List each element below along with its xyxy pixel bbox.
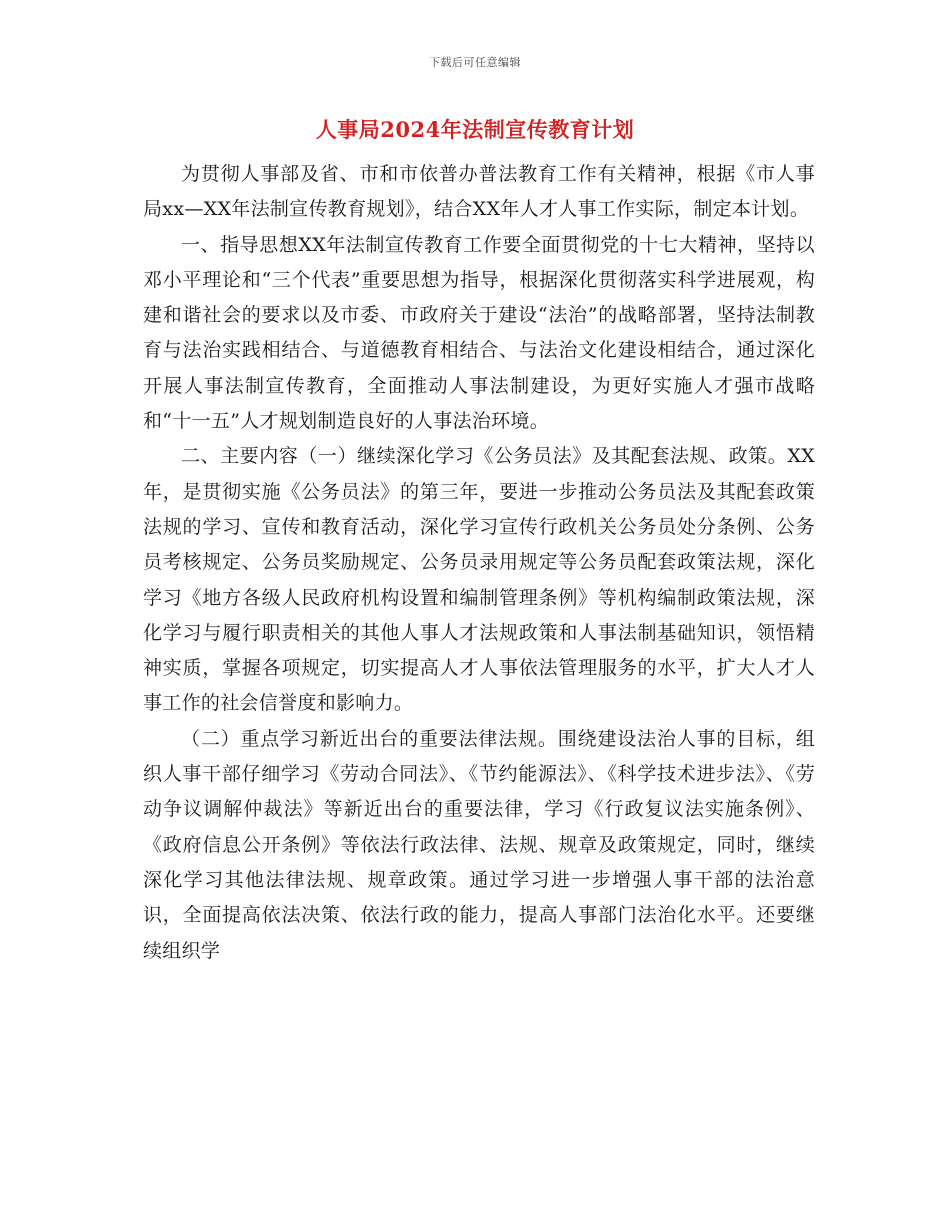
paragraph-key-study: （二）重点学习新近出台的重要法律法规。围绕建设法治人事的目标，组织人事干部仔细学习《劳动合同法》、《节约能源法》、《科学技术进步法》、《劳动争议调解仲裁法》等新近出台的重要法律，学习《行政复议法实施条例》、《政府信息公开条例》等依法行政法律、法规、规章及政策规定，同时，继续深化学习其他法律法规、规章政策。通过学习进一步增强人事干部的法治意识，全面提高依法决策、依法行政的能力，提高人事部门法治化水平。还要继续组织学 bbox=[143, 727, 815, 962]
paragraph-intro: 为贯彻人事部及省、市和市依普办普法教育工作有关精神，根据《市人事局xx—XX年法制宣传教育规划》，结合XX年人才人事工作实际，制定本计划。 bbox=[143, 163, 815, 221]
document-title: 人事局2024年法制宣传教育计划 bbox=[315, 117, 635, 142]
page-header-note: 下载后可任意编辑 bbox=[429, 56, 521, 69]
document-body bbox=[143, 157, 815, 969]
paragraph-guiding-ideology: 一、指导思想XX年法制宣传教育工作要全面贯彻党的十七大精神，坚持以邓小平理论和“三个代表”重要思想为指导，根据深化贯彻落实科学进展观，构建和谐社会的要求以及市委、市政府关于建设“法治”的战略部署，坚持法制教育与法治实践相结合、与道德教育相结合、与法治文化建设相结合，通过深化开展人事法制宣传教育，全面推动人事法制建设，为更好实施人才强市战略和“十一五”人才规划制造良好的人事法治环境。 bbox=[143, 233, 815, 433]
paragraph-main-content: 二、主要内容（一）继续深化学习《公务员法》及其配套法规、政策。XX年，是贯彻实施《公务员法》的第三年，要进一步推动公务员法及其配套政策法规的学习、宣传和教育活动，深化学习宣传行政机关公务员处分条例、公务员考核规定、公务员奖励规定、公务员录用规定等公务员配套政策法规，深化学习《地方各级人民政府机构设置和编制管理条例》等机构编制政策法规，深化学习与履行职责相关的其他人事人才法规政策和人事法制基础知识，领悟精神实质，掌握各项规定，切实提高人才人事依法管理服务的水平，扩大人才人事工作的社会信誉度和影响力。 bbox=[143, 445, 815, 715]
